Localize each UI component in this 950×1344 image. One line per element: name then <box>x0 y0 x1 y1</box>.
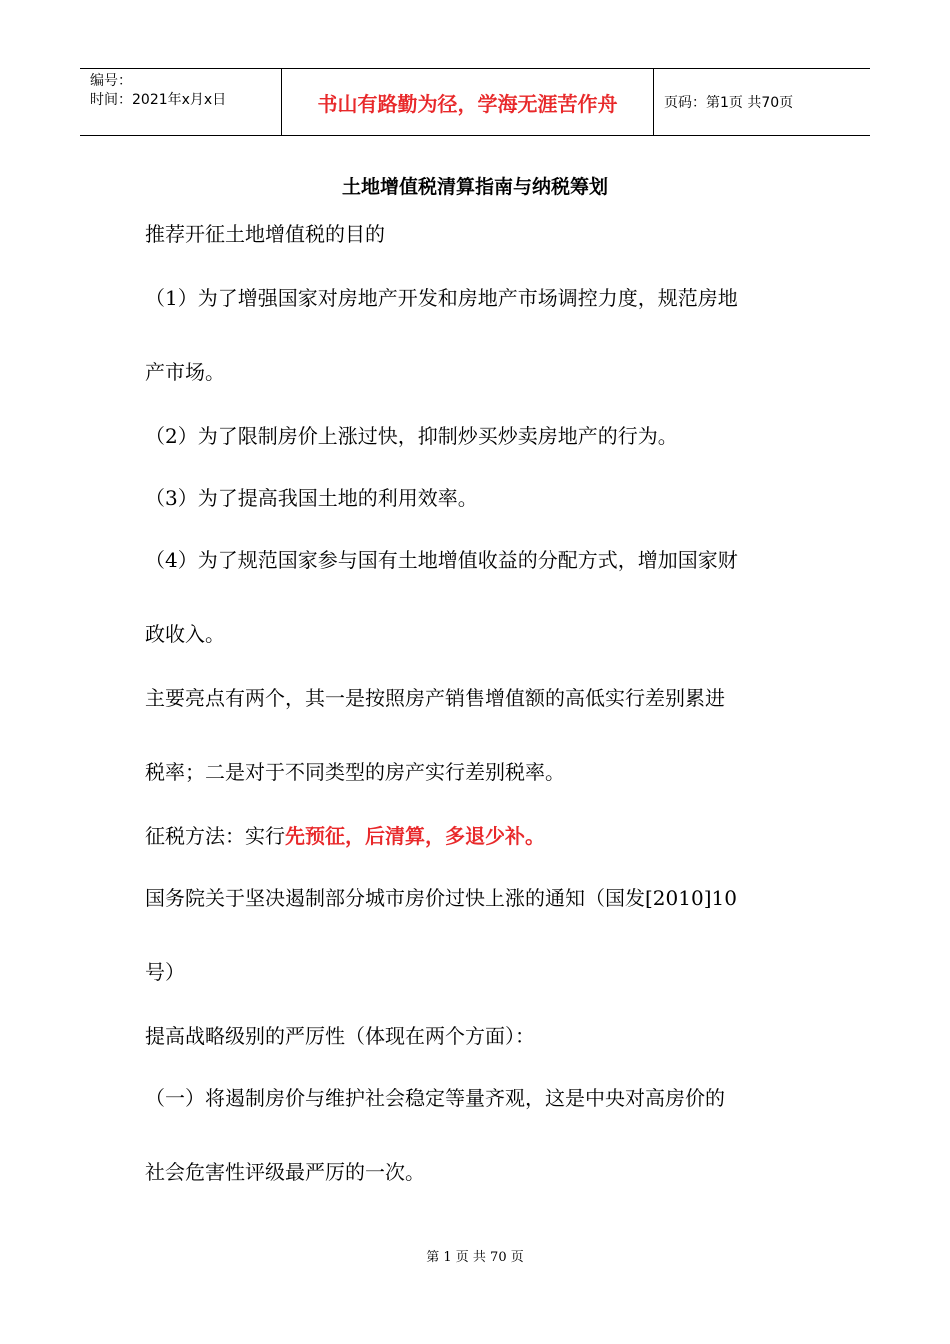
document-title: 土地增值税清算指南与纳税筹划 <box>341 176 608 198</box>
tax-method-prefix: 征税方法：实行 <box>145 824 285 848</box>
time-label: 时间：2021年x月x日 <box>90 92 227 108</box>
paragraph-line: 社会危害性评级最严厉的一次。 <box>145 1160 425 1184</box>
paragraph-line: 产市场。 <box>145 360 225 384</box>
tax-method-highlight: 先预征，后清算，多退少补。 <box>285 824 545 848</box>
header-motto: 书山有路勤为径，学海无涯苦作舟 <box>281 69 654 135</box>
paragraph-line: （4）为了规范国家参与国有土地增值收益的分配方式，增加国家财 <box>145 548 738 572</box>
tax-method-line <box>145 822 545 850</box>
header-left-cell <box>80 69 281 135</box>
paragraph-line: 国务院关于坚决遏制部分城市房价过快上涨的通知（国发[2010]10 <box>145 886 737 910</box>
paragraph-line: 税率；二是对于不同类型的房产实行差别税率。 <box>145 760 565 784</box>
number-label: 编号： <box>90 73 132 89</box>
paragraph-line: 推荐开征土地增值税的目的 <box>145 222 385 246</box>
paragraph-line: （2）为了限制房价上涨过快，抑制炒买炒卖房地产的行为。 <box>145 424 678 448</box>
paragraph-line: 提高战略级别的严厉性（体现在两个方面）： <box>145 1024 535 1048</box>
paragraph-line: 号） <box>145 960 185 984</box>
header-page-info: 页码：第1页 共70页 <box>664 95 794 111</box>
paragraph-line: （3）为了提高我国土地的利用效率。 <box>145 486 478 510</box>
paragraph-line: （1）为了增强国家对房地产开发和房地产市场调控力度，规范房地 <box>145 286 738 310</box>
paragraph-line: 主要亮点有两个，其一是按照房产销售增值额的高低实行差别累进 <box>145 686 725 710</box>
header-table <box>80 68 870 136</box>
page-footer: 第 1 页 共 70 页 <box>426 1250 524 1265</box>
paragraph-line: 政收入。 <box>145 622 225 646</box>
paragraph-line: （一）将遏制房价与维护社会稳定等量齐观，这是中央对高房价的 <box>145 1086 725 1110</box>
